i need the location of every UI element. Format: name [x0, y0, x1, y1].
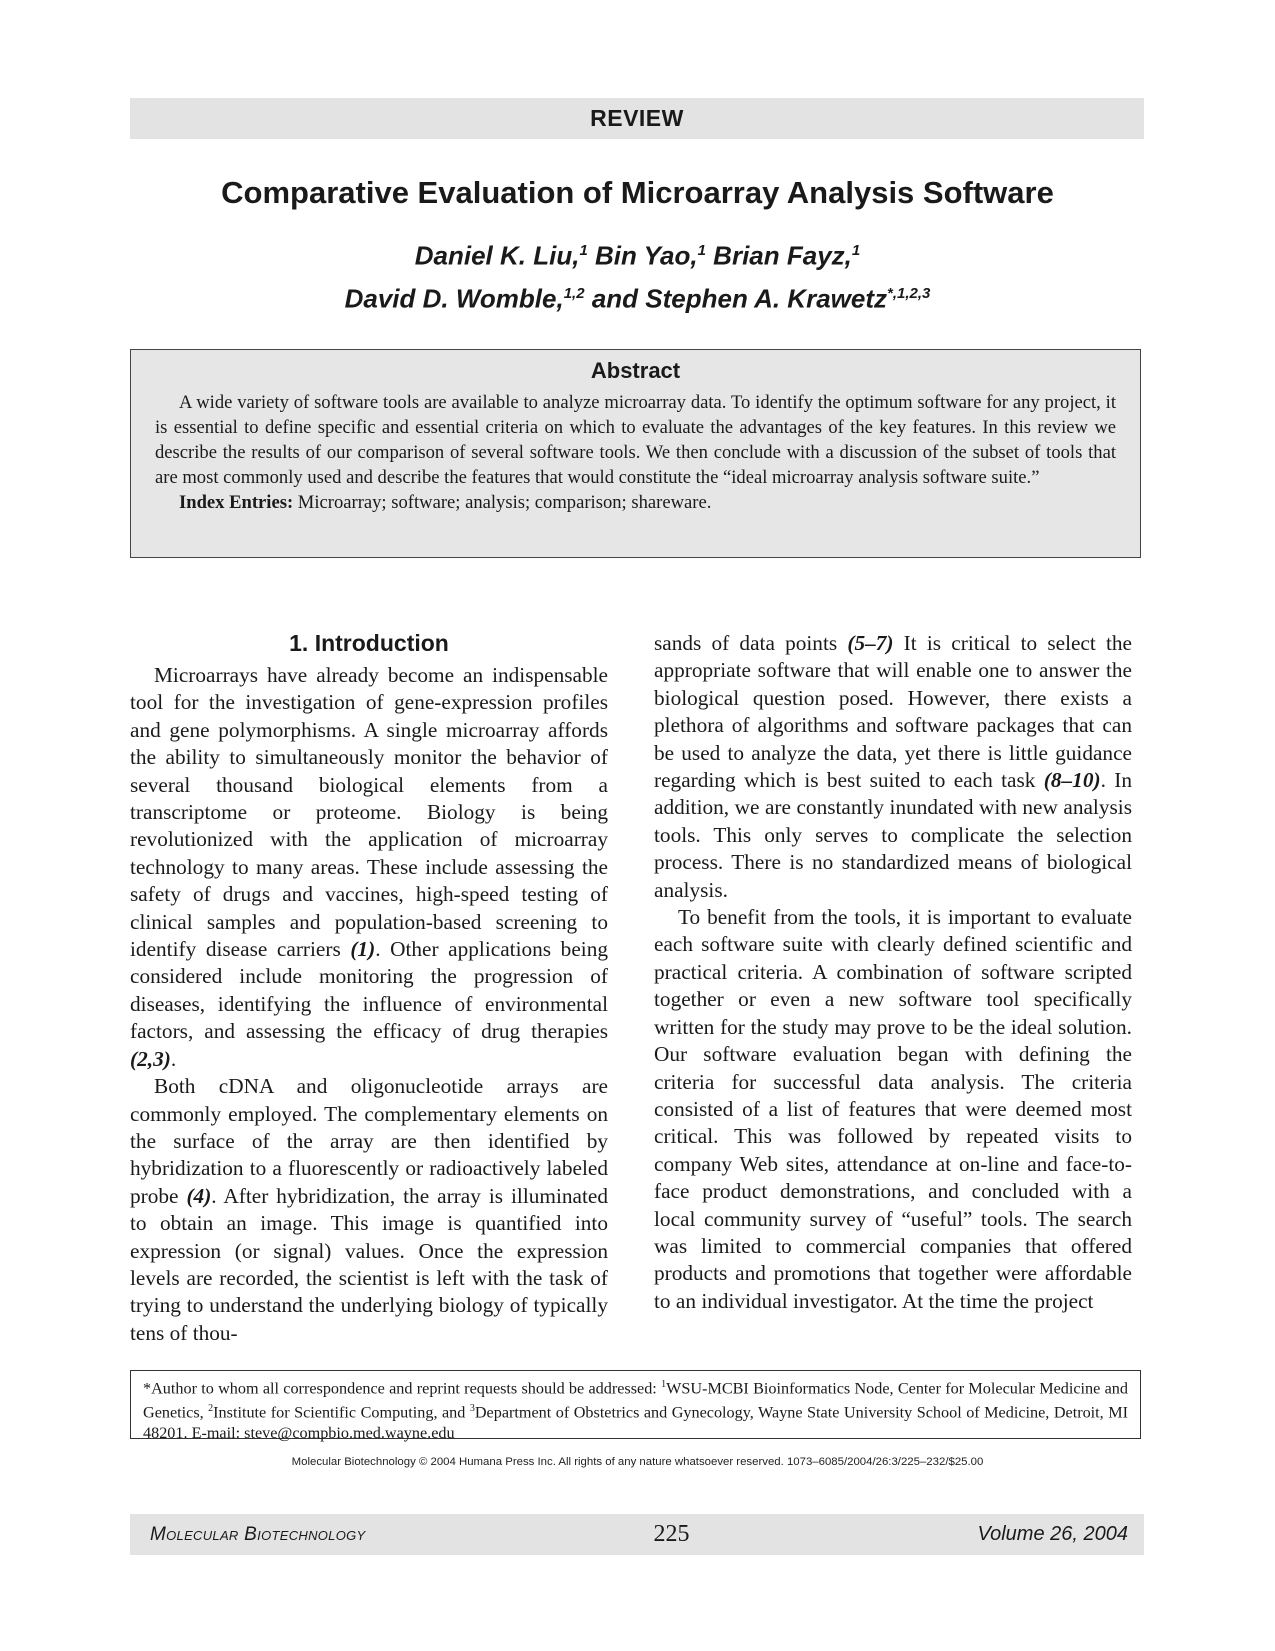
- page-number: 225: [653, 1521, 690, 1547]
- abstract-heading: Abstract: [590, 358, 681, 383]
- author-line-1: [0, 232, 1275, 275]
- abstract-body: A wide variety of software tools are available to analyze microarray data. To identify the optimum software for any project, it is essential to define specific and essential criteria on which to evaluate the advantages of the key features. In this review we describe the results of our comparison of several software tools. We then conclude with a discussion of the subset of tools that are most commonly used and describe the features that would constitute the “ideal microarray analysis software suite.”: [155, 392, 1116, 488]
- author-name: Brian Fayz,: [713, 240, 852, 271]
- paragraph-text: It is critical to select the appropriate software that will enable one to answer the biological question posed. However, there exists a plethora of algorithms and software packages that can be used to analyze the data, yet there is little guidance regarding which is best suited to each task: [654, 631, 1133, 793]
- left-column: [130, 628, 608, 1347]
- footnote-sup: 3: [469, 1402, 475, 1414]
- index-entries: [155, 490, 1116, 515]
- footnote-sup: 2: [208, 1402, 214, 1414]
- citation-link[interactable]: (8–10): [1043, 768, 1101, 793]
- section-heading-introduction: 1. Introduction: [289, 630, 449, 656]
- correspondence-footnote: [130, 1370, 1141, 1442]
- footer-volume: Volume 26, 2004: [977, 1523, 1128, 1545]
- paragraph-text: Both cDNA and oligonucleotide arrays are commonly employed. The complementary elements on the surface of the array are then identified by hybridization to a fluorescently or radioactively labeled probe: [130, 1074, 608, 1208]
- author-affiliation: 1: [851, 242, 861, 259]
- paragraph: [130, 1073, 608, 1347]
- author-line-2: [0, 275, 1275, 318]
- paragraph-text: . After hybridization, the array is illuminated to obtain an image. This image is quantified into expression (or signal) values. Once the expression levels are recorded, the scientist is left with the task of trying to understand the underlying biology of typically tens of thou-: [130, 1183, 608, 1345]
- author-affiliation: 1,2: [563, 284, 585, 302]
- review-label: REVIEW: [590, 105, 684, 131]
- footer-journal-name: Molecular Biotechnology: [150, 1523, 366, 1545]
- author-name: Daniel K. Liu,: [414, 240, 580, 271]
- footnote-text: *Author to whom all correspondence and reprint requests should be addressed:: [143, 1379, 662, 1398]
- paragraph-text: sands of data points: [654, 631, 848, 655]
- footnote-text: Institute for Scientific Computing, and: [213, 1403, 470, 1422]
- abstract-box: [130, 349, 1141, 558]
- paragraph: [654, 630, 1132, 904]
- author-name: Bin Yao,: [595, 240, 698, 271]
- citation-link[interactable]: (1): [350, 937, 376, 962]
- paragraph: [130, 662, 608, 1073]
- paragraph: To benefit from the tools, it is important to evaluate each software suite with clearly defined scientific and practical criteria. A combination of software scripted together or even a new software tool specifically written for the study may prove to be the ideal solution. Our software evaluation began with defining the criteria for successful data analysis. The criteria consisted of a list of features that were deemed most critical. This was followed by repeated visits to company Web sites, attendance at on-line and face-to-face product demonstrations, and concluded with a local community survey of “useful” tools. The search was limited to commercial companies that offered products and promotions that together were affordable to an individual investigator. At the time the project: [654, 905, 1132, 1313]
- citation-link[interactable]: (4): [186, 1183, 212, 1208]
- citation-link[interactable]: (5–7): [847, 631, 894, 655]
- index-entries-terms: Microarray; software; analysis; comparison; shareware.: [293, 492, 712, 513]
- article-title: Comparative Evaluation of Microarray Analysis Software: [221, 175, 1054, 210]
- right-column: [654, 630, 1132, 1315]
- paragraph-text: . In addition, we are constantly inundated with new analysis tools. This only serves to complicate the selection process. There is no standardized means of biological analysis.: [654, 768, 1133, 902]
- footnote-sup: 1: [661, 1379, 667, 1390]
- author-affiliation: *,1,2,3: [887, 284, 931, 302]
- copyright-line: Molecular Biotechnology © 2004 Humana Press Inc. All rights of any nature whatsoever reserved. 1073–6085/2004/26:3/225–232/$25.00: [291, 1456, 984, 1468]
- paragraph-text: Microarrays have already become an indispensable tool for the investigation of gene-expression profiles and gene polymorphisms. A single microarray affords the ability to simultaneously monitor the behavior of several thousand biological elements from a transcriptome or proteome. Biology is being revolutionized with the application of microarray technology to many areas. These include assessing the safety of drugs and vaccines, high-speed testing of clinical samples and population-based screening to identify disease carriers: [130, 663, 608, 962]
- author-name: David D. Womble,: [344, 283, 564, 314]
- page-footer: [130, 1514, 1144, 1555]
- author-list: [0, 232, 1275, 317]
- review-banner: [130, 98, 1144, 139]
- footnote-text: Department of Obstetrics and Gynecology, Wayne State University School of Medicine, Detroit, MI 48201. E-mail: steve@compbio.med.wayne.edu: [143, 1403, 1128, 1442]
- author-affiliation: 1: [697, 242, 706, 259]
- citation-link[interactable]: (2,3): [130, 1046, 171, 1071]
- paragraph-text: .: [170, 1046, 177, 1071]
- footnote-text: WSU-MCBI Bioinformatics Node, Center for Molecular Medicine and Genetics,: [143, 1379, 1128, 1422]
- index-entries-label: Index Entries:: [179, 492, 294, 513]
- author-name: and Stephen A. Krawetz: [591, 283, 888, 314]
- author-affiliation: 1: [579, 242, 588, 259]
- paragraph-text: . Other applications being considered include monitoring the progression of diseases, identifying the influence of environmental factors, and assessing the efficacy of drug therapies: [130, 937, 608, 1044]
